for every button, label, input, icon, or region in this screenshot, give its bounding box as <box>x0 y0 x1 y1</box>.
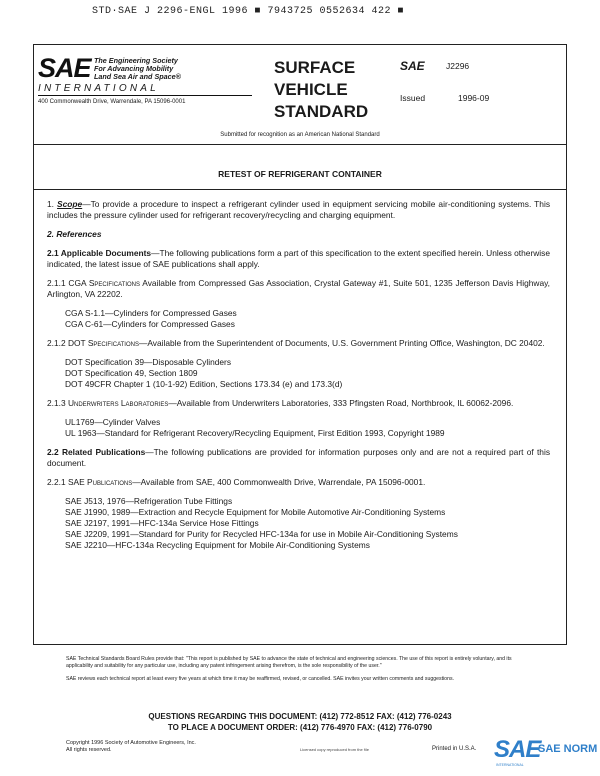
section-text: —Available from the Superintendent of Documents, U.S. Government Printing Office, Washington, DC 20402. <box>138 338 545 348</box>
watermark-sub: INTERNATIONAL <box>496 763 524 767</box>
section-number: 2.1 <box>47 248 59 258</box>
section-text: —The following publications are provided for information purposes only and are not a required part of this document. <box>47 447 551 468</box>
reference-item: SAE J513, 1976—Refrigeration Tube Fittings <box>65 496 233 506</box>
section-references <box>47 229 550 240</box>
section-heading: DOT Specifications <box>67 338 139 348</box>
sae-logo-block <box>38 51 258 111</box>
watermark-logo: SAE <box>494 736 541 763</box>
document-body <box>47 199 550 559</box>
reference-item: DOT Specification 39—Disposable Cylinders <box>65 357 232 367</box>
issued-date: 1996-09 <box>458 93 490 103</box>
section-heading: Related Publications <box>61 447 146 457</box>
header-divider <box>34 144 566 145</box>
copyright-line: Copyright 1996 Society of Automotive Engineers, Inc. <box>66 740 196 746</box>
section-text: —Available from Underwriters Laboratories, 333 Pfingsten Road, Northbrook, IL 60062-2096. <box>168 398 514 408</box>
doc-number: J2296 <box>446 61 470 71</box>
section-heading: Scope <box>57 199 83 209</box>
section-number: 1. <box>47 199 54 209</box>
section-number: 2.1.2 <box>47 338 66 348</box>
reference-item: DOT Specification 49, Section 1809 <box>65 368 198 378</box>
section-number: 2.2.1 <box>47 477 66 487</box>
international-label: INTERNATIONAL <box>38 83 159 94</box>
printed-in: Printed in U.S.A. <box>432 746 477 752</box>
section-heading: SAE Publications <box>67 477 133 487</box>
tagline-line: Land Sea Air and Space® <box>94 72 181 81</box>
section-text: —Available from SAE, 400 Commonwealth Drive, Warrendale, PA 15096-0001. <box>132 477 426 487</box>
reference-list <box>47 357 550 390</box>
docnum-logo: SAE <box>400 59 425 73</box>
section-number: 2.2 <box>47 447 59 457</box>
tagline-line: For Advancing Mobility <box>94 64 174 73</box>
scan-header: STD·SAE J 2296-ENGL 1996 ■ 7943725 0552634 422 ■ <box>92 6 405 17</box>
watermark-text: SAE NORM <box>538 743 598 755</box>
section-text: —To provide a procedure to inspect a refrigerant cylinder used in equipment servicing mobile air-conditioning systems. This includes the pressure cylinder used for refrigerant recovery/recycling and charging equipment. <box>47 199 551 220</box>
reference-item: CGA S-1.1—Cylinders for Compressed Gases <box>65 308 237 318</box>
section-2-1-1 <box>47 278 550 300</box>
reference-list <box>47 496 550 551</box>
section-heading: Underwriters Laboratories <box>67 398 169 408</box>
sae-tagline <box>94 57 181 81</box>
section-heading: Applicable Documents <box>60 248 152 258</box>
doc-type-line: VEHICLE <box>274 80 348 99</box>
section-2-1-3 <box>47 398 550 409</box>
reference-item: UL 1963—Standard for Refrigerant Recovery/Recycling Equipment, First Edition 1993, Copyright 1989 <box>65 428 445 438</box>
copyright <box>66 740 196 754</box>
section-heading: References <box>56 229 102 239</box>
reference-list <box>47 417 550 439</box>
reference-list <box>47 308 550 330</box>
tsb-rules-note: SAE Technical Standards Board Rules provide that: "This report is published by SAE to advance the state of technical and engineering sciences. The use of this report is entirely voluntary, and its applicability and suitability for any particular use, including any patent infringement arising therefrom, is the sole responsibility of the user." <box>66 656 512 669</box>
section-number: 2.1.3 <box>47 398 66 408</box>
section-heading: CGA Specifications <box>68 278 140 288</box>
fine-print <box>66 656 536 690</box>
reference-item: SAE J2210—HFC-134a Recycling Equipment for Mobile Air-Conditioning Systems <box>65 540 370 550</box>
order-line: TO PLACE A DOCUMENT ORDER: (412) 776-4970 FAX: (412) 776-0790 <box>167 723 433 732</box>
section-2-1 <box>47 248 550 270</box>
sae-logo: SAE <box>38 53 91 83</box>
review-note: SAE reviews each technical report at least every five years at which time it may be reaffirmed, revised, or cancelled. SAE invites your written comments and suggestions. <box>66 676 454 682</box>
section-2-1-2 <box>47 338 550 349</box>
issued-label: Issued <box>400 93 426 103</box>
logo-rule <box>38 95 252 96</box>
copyright-line: All rights reserved. <box>66 747 112 753</box>
sae-address: 400 Commonwealth Drive, Warrendale, PA 15096-0001 <box>38 99 186 105</box>
reference-item: CGA C-61—Cylinders for Compressed Gases <box>65 319 235 329</box>
reference-item: SAE J2209, 1991—Standard for Purity for Recycled HFC-134a for use in Mobile Air-Conditioning Systems <box>65 529 458 539</box>
title-divider <box>34 189 566 190</box>
section-2-2 <box>47 447 550 469</box>
section-number: 2.1.1 <box>47 278 66 288</box>
reproduced-note: Licensed copy reproduced from the file <box>300 747 369 752</box>
reference-item: SAE J1990, 1989—Extraction and Recycle Equipment for Mobile Automotive Air-Conditioning Systems <box>65 507 446 517</box>
doc-type-line: SURFACE <box>274 58 356 77</box>
reference-item: UL1769—Cylinder Valves <box>65 417 161 427</box>
section-2-2-1 <box>47 477 550 488</box>
section-text: —The following publications form a part of this specification to the extent specified herein. Unless otherwise indicated, the latest issue of SAE publications shall apply. <box>47 248 550 269</box>
section-scope <box>47 199 550 221</box>
sae-norm-watermark <box>494 736 600 776</box>
doc-type-line: STANDARD <box>274 102 369 121</box>
questions-line: QUESTIONS REGARDING THIS DOCUMENT: (412) 772-8512 FAX: (412) 776-0243 <box>148 712 452 721</box>
section-text: Available from Compressed Gas Association, Crystal Gateway #1, Suite 501, 1235 Jefferson Davis Highway, Arlington, VA 22202. <box>47 278 551 299</box>
reference-item: DOT 49CFR Chapter 1 (10-1-92) Edition, Sections 173.34 (e) and 173.3(d) <box>65 379 343 389</box>
ansi-submission-note: Submitted for recognition as an American National Standard <box>220 132 380 138</box>
document-title: RETEST OF REFRIGERANT CONTAINER <box>218 169 382 179</box>
tagline-line: The Engineering Society <box>94 56 178 65</box>
section-number: 2. <box>47 229 54 239</box>
reference-item: SAE J2197, 1991—HFC-134a Service Hose Fittings <box>65 518 259 528</box>
contact-info <box>0 711 600 733</box>
doc-type-title <box>274 57 394 123</box>
